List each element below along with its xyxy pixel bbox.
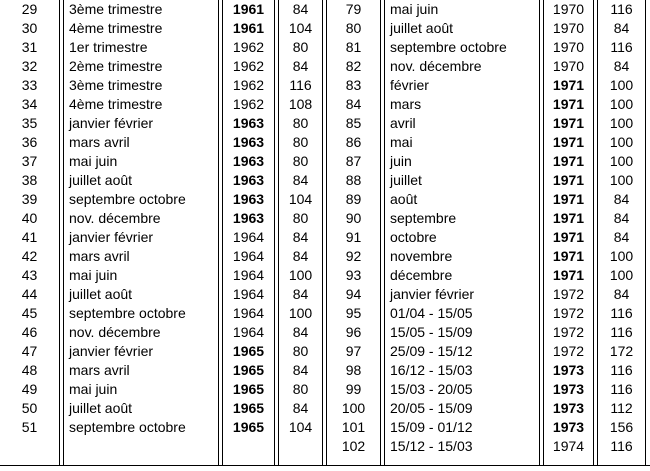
year-cell: 1963 <box>232 153 265 169</box>
row-number: 39 <box>21 191 38 207</box>
row-number: 93 <box>345 267 362 283</box>
year-cell: 1963 <box>232 191 265 207</box>
year-cell: 1961 <box>232 1 265 17</box>
row-number: 30 <box>21 20 38 36</box>
period-label: décembre <box>390 267 453 283</box>
value-cell: 100 <box>609 248 634 264</box>
row-number: 90 <box>345 210 362 226</box>
row-number: 79 <box>345 1 362 17</box>
value-cell: 80 <box>292 115 309 131</box>
period-label: 25/09 - 15/12 <box>390 343 473 359</box>
row-number: 45 <box>21 305 38 321</box>
period-label: 15/12 - 15/03 <box>390 438 473 454</box>
table-row <box>0 38 650 57</box>
period-label: nov. décembre <box>390 58 482 74</box>
row-number: 33 <box>21 77 38 93</box>
value-cell: 84 <box>613 210 630 226</box>
year-cell: 1965 <box>232 419 265 435</box>
row-number: 98 <box>345 362 362 378</box>
period-label: septembre octobre <box>390 39 507 55</box>
table-row <box>0 380 650 399</box>
year-cell: 1964 <box>232 305 265 321</box>
row-number: 35 <box>21 115 38 131</box>
value-cell: 84 <box>292 1 309 17</box>
table-row <box>0 228 650 247</box>
value-cell: 84 <box>292 229 309 245</box>
row-number: 47 <box>21 343 38 359</box>
table-row <box>0 152 650 171</box>
year-cell: 1973 <box>552 381 585 397</box>
row-number: 81 <box>345 39 362 55</box>
period-label: 15/09 - 01/12 <box>390 419 473 435</box>
row-number: 86 <box>345 134 362 150</box>
period-label: novembre <box>390 248 453 264</box>
row-number: 89 <box>345 191 362 207</box>
row-number: 36 <box>21 134 38 150</box>
row-number: 94 <box>345 286 362 302</box>
year-cell: 1964 <box>232 267 265 283</box>
value-cell: 156 <box>609 419 634 435</box>
value-cell: 84 <box>292 362 309 378</box>
table-row <box>0 418 650 437</box>
period-label: 15/03 - 20/05 <box>390 381 473 397</box>
year-cell: 1962 <box>232 77 265 93</box>
value-cell: 80 <box>292 134 309 150</box>
period-label: janvier février <box>69 343 154 359</box>
period-label: juillet août <box>390 20 454 36</box>
table-row <box>0 304 650 323</box>
value-cell: 100 <box>609 172 634 188</box>
row-number: 46 <box>21 324 38 340</box>
value-cell: 100 <box>609 77 634 93</box>
table-row <box>0 171 650 190</box>
row-number: 29 <box>21 1 38 17</box>
value-cell: 80 <box>292 39 309 55</box>
value-cell: 116 <box>610 305 633 321</box>
row-number: 43 <box>21 267 38 283</box>
year-cell: 1972 <box>552 324 585 340</box>
period-label: janvier février <box>69 115 154 131</box>
table-row <box>0 114 650 133</box>
period-label: 3ème trimestre <box>69 1 163 17</box>
year-cell: 1971 <box>552 229 585 245</box>
value-cell: 116 <box>610 1 633 17</box>
value-cell: 116 <box>610 324 633 340</box>
table-row <box>0 399 650 418</box>
year-cell: 1971 <box>552 134 585 150</box>
row-number: 97 <box>345 343 362 359</box>
period-label: 16/12 - 15/03 <box>390 362 473 378</box>
row-number: 31 <box>21 39 38 55</box>
period-label: mai <box>390 134 413 150</box>
period-label: juillet <box>390 172 422 188</box>
value-cell: 84 <box>613 191 630 207</box>
row-number: 44 <box>21 286 38 302</box>
period-label: mars avril <box>69 134 130 150</box>
year-cell: 1971 <box>552 267 585 283</box>
row-number: 50 <box>21 400 38 416</box>
value-cell: 100 <box>609 96 634 112</box>
period-label: nov. décembre <box>69 324 161 340</box>
value-cell: 104 <box>288 20 313 36</box>
period-label: 1er trimestre <box>69 39 148 55</box>
value-cell: 84 <box>613 286 630 302</box>
period-label: 2ème trimestre <box>69 58 163 74</box>
table-row <box>0 247 650 266</box>
row-number: 80 <box>345 20 362 36</box>
year-cell: 1971 <box>552 77 585 93</box>
period-label: 3ème trimestre <box>69 77 163 93</box>
table-row <box>0 361 650 380</box>
row-number: 88 <box>345 172 362 188</box>
value-cell: 80 <box>292 210 309 226</box>
year-cell: 1970 <box>552 20 585 36</box>
table-row <box>0 190 650 209</box>
year-cell: 1971 <box>552 96 585 112</box>
period-label: août <box>390 191 418 207</box>
value-cell: 100 <box>609 115 634 131</box>
year-cell: 1965 <box>232 343 265 359</box>
table-row <box>0 57 650 76</box>
value-cell: 84 <box>292 58 309 74</box>
year-cell: 1964 <box>232 324 265 340</box>
year-cell: 1961 <box>232 20 265 36</box>
period-label: 20/05 - 15/09 <box>390 400 473 416</box>
period-label: octobre <box>390 229 437 245</box>
value-cell: 116 <box>289 77 312 93</box>
value-cell: 84 <box>292 172 309 188</box>
row-number: 40 <box>21 210 38 226</box>
value-cell: 108 <box>288 96 313 112</box>
value-cell: 100 <box>288 305 313 321</box>
period-label: juillet août <box>69 400 133 416</box>
year-cell: 1973 <box>552 362 585 378</box>
value-cell: 116 <box>610 438 633 454</box>
row-number: 82 <box>345 58 362 74</box>
row-number: 85 <box>345 115 362 131</box>
row-number: 48 <box>21 362 38 378</box>
period-label: mars avril <box>69 248 130 264</box>
year-cell: 1963 <box>232 172 265 188</box>
value-cell: 84 <box>292 400 309 416</box>
period-label: avril <box>390 115 416 131</box>
row-number: 51 <box>21 419 38 435</box>
table-row <box>0 209 650 228</box>
table-row <box>0 266 650 285</box>
value-cell: 80 <box>292 381 309 397</box>
year-cell: 1963 <box>232 210 265 226</box>
value-cell: 100 <box>609 267 634 283</box>
table-row <box>0 133 650 152</box>
period-label: mai juin <box>390 1 439 17</box>
row-number: 38 <box>21 172 38 188</box>
year-cell: 1971 <box>552 115 585 131</box>
row-number: 87 <box>345 153 362 169</box>
row-number: 84 <box>345 96 362 112</box>
year-cell: 1971 <box>552 172 585 188</box>
year-cell: 1964 <box>232 248 265 264</box>
table-bottom-rule <box>0 465 650 466</box>
row-number: 92 <box>345 248 362 264</box>
period-label: mai juin <box>69 153 118 169</box>
value-cell: 116 <box>610 381 633 397</box>
period-label: septembre octobre <box>69 191 186 207</box>
row-number: 95 <box>345 305 362 321</box>
row-number: 49 <box>21 381 38 397</box>
year-cell: 1962 <box>232 58 265 74</box>
year-cell: 1971 <box>552 153 585 169</box>
row-number: 91 <box>345 229 362 245</box>
value-cell: 100 <box>609 134 634 150</box>
year-cell: 1970 <box>552 58 585 74</box>
year-cell: 1974 <box>552 438 585 454</box>
year-cell: 1971 <box>552 248 585 264</box>
period-label: janvier février <box>390 286 475 302</box>
value-cell: 100 <box>288 267 313 283</box>
year-cell: 1972 <box>552 286 585 302</box>
period-label: nov. décembre <box>69 210 161 226</box>
value-cell: 100 <box>609 153 634 169</box>
year-cell: 1972 <box>552 343 585 359</box>
year-cell: 1964 <box>232 229 265 245</box>
period-label: mai juin <box>69 267 118 283</box>
row-number: 34 <box>21 96 38 112</box>
year-cell: 1972 <box>552 305 585 321</box>
year-cell: 1973 <box>552 400 585 416</box>
table-row <box>0 19 650 38</box>
value-cell: 172 <box>609 343 634 359</box>
period-label: janvier février <box>69 229 154 245</box>
year-cell: 1965 <box>232 362 265 378</box>
value-cell: 116 <box>610 39 633 55</box>
row-number: 41 <box>21 229 38 245</box>
year-cell: 1962 <box>232 39 265 55</box>
year-cell: 1970 <box>552 39 585 55</box>
value-cell: 84 <box>613 58 630 74</box>
year-cell: 1964 <box>232 286 265 302</box>
year-cell: 1965 <box>232 381 265 397</box>
table-row <box>0 95 650 114</box>
row-number: 102 <box>341 438 366 454</box>
row-number: 101 <box>341 419 366 435</box>
table-row <box>0 0 650 19</box>
row-number: 42 <box>21 248 38 264</box>
value-cell: 104 <box>288 191 313 207</box>
period-label: juillet août <box>69 286 133 302</box>
year-cell: 1973 <box>552 419 585 435</box>
period-label: mars <box>390 96 422 112</box>
table-row <box>0 342 650 361</box>
row-number: 99 <box>345 381 362 397</box>
period-label: mars avril <box>69 362 130 378</box>
period-label: 4ème trimestre <box>69 96 163 112</box>
value-cell: 80 <box>292 153 309 169</box>
period-label: septembre <box>390 210 457 226</box>
period-label: septembre octobre <box>69 419 186 435</box>
year-cell: 1963 <box>232 115 265 131</box>
value-cell: 84 <box>292 324 309 340</box>
year-cell: 1970 <box>552 1 585 17</box>
value-cell: 80 <box>292 343 309 359</box>
year-cell: 1971 <box>552 191 585 207</box>
period-label: février <box>390 77 429 93</box>
table-row <box>0 437 650 456</box>
row-number: 37 <box>21 153 38 169</box>
period-label: septembre octobre <box>69 305 186 321</box>
period-label: 01/04 - 15/05 <box>390 305 473 321</box>
period-label: juillet août <box>69 172 133 188</box>
value-cell: 104 <box>288 419 313 435</box>
value-cell: 116 <box>610 362 633 378</box>
year-cell: 1965 <box>232 400 265 416</box>
period-label: juin <box>390 153 412 169</box>
period-label: 4ème trimestre <box>69 20 163 36</box>
row-number: 96 <box>345 324 362 340</box>
row-number: 100 <box>341 400 366 416</box>
value-cell: 84 <box>292 248 309 264</box>
year-cell: 1962 <box>232 96 265 112</box>
row-number: 83 <box>345 77 362 93</box>
table-row <box>0 323 650 342</box>
value-cell: 112 <box>610 400 633 416</box>
year-cell: 1971 <box>552 210 585 226</box>
value-cell: 84 <box>613 229 630 245</box>
period-label: mai juin <box>69 381 118 397</box>
year-cell: 1963 <box>232 134 265 150</box>
value-cell: 84 <box>613 20 630 36</box>
value-cell: 84 <box>292 286 309 302</box>
period-label: 15/05 - 15/09 <box>390 324 473 340</box>
table-row <box>0 76 650 95</box>
table-row <box>0 285 650 304</box>
row-number: 32 <box>21 58 38 74</box>
